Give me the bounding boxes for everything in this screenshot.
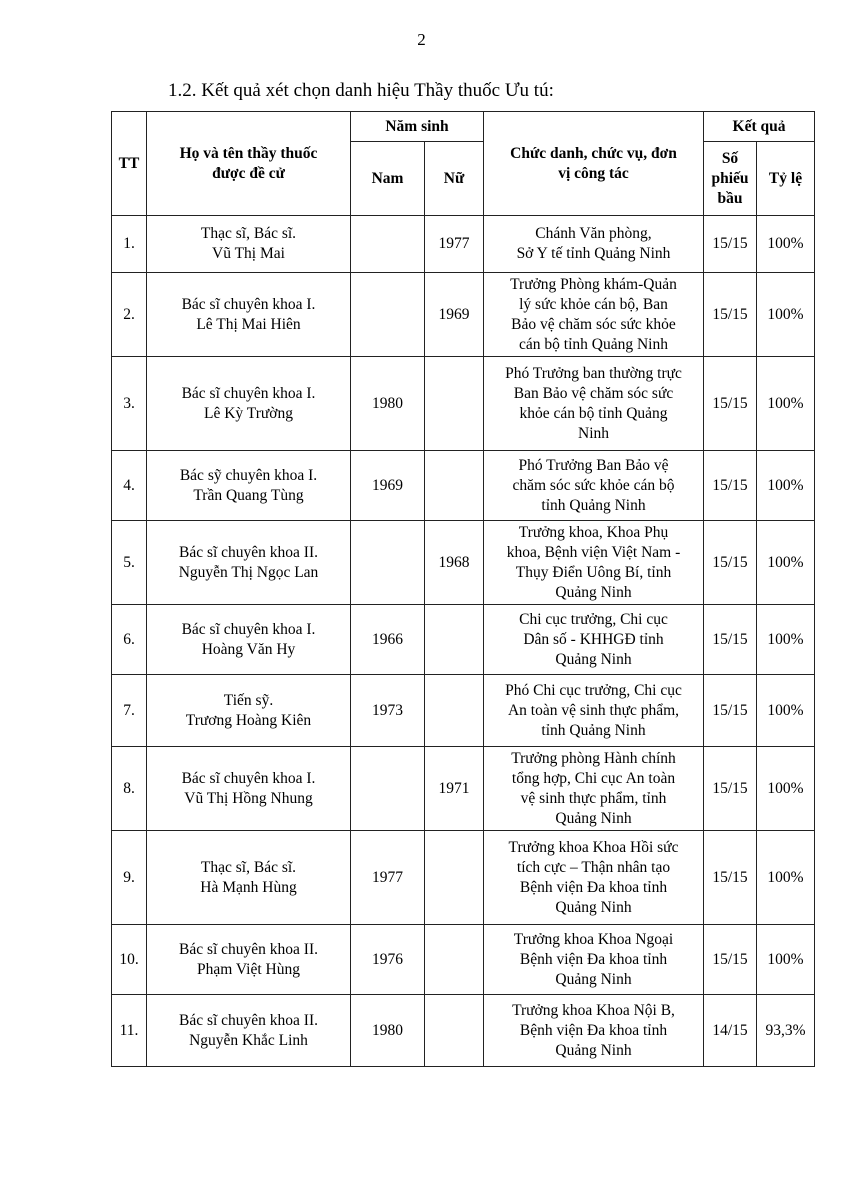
cell-female-year: 1977 bbox=[425, 216, 484, 273]
cell-male-year bbox=[351, 216, 425, 273]
cell-position bbox=[484, 995, 704, 1067]
cell-position-line: khoa, Bệnh viện Việt Nam - bbox=[506, 543, 681, 561]
header-position-line: Chức danh, chức vụ, đơn bbox=[510, 144, 677, 162]
table-row bbox=[112, 451, 815, 521]
cell-position-line: Bệnh viện Đa khoa tỉnh bbox=[519, 950, 668, 968]
cell-position-line: Quảng Ninh bbox=[555, 650, 632, 668]
cell-name-line: Thạc sĩ, Bác sĩ. bbox=[200, 225, 297, 242]
cell-name bbox=[147, 451, 351, 521]
cell-position-line: Quảng Ninh bbox=[555, 809, 632, 827]
cell-male-year bbox=[351, 273, 425, 357]
header-female: Nữ bbox=[425, 142, 484, 216]
cell-name-line: Bác sỹ chuyên khoa I. bbox=[179, 466, 318, 484]
cell-name-line: Thạc sĩ, Bác sĩ. bbox=[200, 858, 297, 876]
cell-rate: 100% bbox=[757, 925, 815, 995]
cell-rate: 100% bbox=[757, 273, 815, 357]
cell-female-year: 1969 bbox=[425, 273, 484, 357]
header-position-line: vị công tác bbox=[558, 164, 629, 182]
table-body bbox=[112, 216, 815, 1067]
cell-position-line: Quảng Ninh bbox=[555, 1041, 632, 1059]
cell-tt: 2. bbox=[112, 273, 147, 357]
header-name-line: Họ và tên thầy thuốc bbox=[179, 144, 318, 162]
cell-position-line: Phó Chi cục trưởng, Chi cục bbox=[505, 681, 682, 699]
cell-position bbox=[484, 451, 704, 521]
cell-name-line: Bác sĩ chuyên khoa I. bbox=[181, 620, 316, 638]
cell-male-year: 1973 bbox=[351, 675, 425, 747]
cell-position-line: tổng hợp, Chi cục An toàn bbox=[511, 769, 676, 787]
cell-position bbox=[484, 675, 704, 747]
cell-position bbox=[484, 216, 704, 273]
cell-name bbox=[147, 831, 351, 925]
cell-tt: 11. bbox=[112, 995, 147, 1067]
cell-name-line: Hà Mạnh Hùng bbox=[200, 878, 297, 896]
cell-name bbox=[147, 216, 351, 273]
cell-votes: 15/15 bbox=[704, 747, 757, 831]
header-rate: Tỷ lệ bbox=[757, 142, 815, 216]
table-row bbox=[112, 831, 815, 925]
cell-name-line: Bác sĩ chuyên khoa I. bbox=[181, 384, 316, 402]
cell-position-line: Bệnh viện Đa khoa tỉnh bbox=[519, 1021, 668, 1039]
cell-male-year: 1980 bbox=[351, 357, 425, 451]
cell-name bbox=[147, 357, 351, 451]
cell-female-year bbox=[425, 995, 484, 1067]
table-row bbox=[112, 995, 815, 1067]
header-tt: TT bbox=[112, 112, 147, 216]
cell-rate: 100% bbox=[757, 357, 815, 451]
cell-position-line: tỉnh Quảng Ninh bbox=[541, 721, 646, 739]
cell-position-line: tích cực – Thận nhân tạo bbox=[516, 858, 671, 876]
cell-name bbox=[147, 747, 351, 831]
cell-position bbox=[484, 925, 704, 995]
cell-male-year: 1976 bbox=[351, 925, 425, 995]
table-row bbox=[112, 216, 815, 273]
table-row bbox=[112, 675, 815, 747]
cell-tt: 6. bbox=[112, 605, 147, 675]
table-row bbox=[112, 357, 815, 451]
cell-male-year: 1977 bbox=[351, 831, 425, 925]
cell-name-line: Vũ Thị Mai bbox=[212, 245, 285, 262]
cell-rate: 100% bbox=[757, 216, 815, 273]
cell-rate: 100% bbox=[757, 521, 815, 605]
cell-votes: 15/15 bbox=[704, 216, 757, 273]
cell-name-line: Hoàng Văn Hy bbox=[201, 640, 296, 658]
cell-votes: 15/15 bbox=[704, 831, 757, 925]
cell-rate: 100% bbox=[757, 831, 815, 925]
cell-rate: 93,3% bbox=[757, 995, 815, 1067]
cell-name bbox=[147, 273, 351, 357]
cell-votes: 14/15 bbox=[704, 995, 757, 1067]
cell-tt: 3. bbox=[112, 357, 147, 451]
table-row bbox=[112, 273, 815, 357]
cell-rate: 100% bbox=[757, 675, 815, 747]
table-header bbox=[112, 112, 815, 216]
cell-rate: 100% bbox=[757, 605, 815, 675]
cell-position-line: lý sức khỏe cán bộ, Ban bbox=[519, 295, 668, 313]
cell-name-line: Lê Kỳ Trường bbox=[204, 404, 293, 422]
cell-name-line: Bác sĩ chuyên khoa II. bbox=[178, 940, 319, 958]
cell-name bbox=[147, 995, 351, 1067]
cell-position-line: Ban Bảo vệ chăm sóc sức bbox=[513, 384, 674, 402]
cell-position-line: Trưởng khoa Khoa Hồi sức bbox=[508, 838, 679, 856]
cell-votes: 15/15 bbox=[704, 273, 757, 357]
cell-tt: 9. bbox=[112, 831, 147, 925]
cell-tt: 10. bbox=[112, 925, 147, 995]
cell-position-line: An toàn vệ sinh thực phẩm, bbox=[507, 701, 680, 719]
cell-female-year bbox=[425, 605, 484, 675]
cell-male-year bbox=[351, 747, 425, 831]
cell-position-line: Phó Trưởng Ban Bảo vệ bbox=[518, 456, 669, 474]
cell-position-line: Trưởng Phòng khám-Quản bbox=[510, 275, 677, 293]
cell-female-year bbox=[425, 831, 484, 925]
cell-position-line: Quảng Ninh bbox=[555, 583, 632, 601]
section-title: 1.2. Kết quả xét chọn danh hiệu Thầy thuốc Ưu tú: bbox=[168, 80, 554, 101]
cell-tt: 7. bbox=[112, 675, 147, 747]
cell-name-line: Bác sĩ chuyên khoa I. bbox=[181, 295, 316, 313]
cell-female-year: 1971 bbox=[425, 747, 484, 831]
page-number: 2 bbox=[417, 30, 426, 49]
cell-male-year: 1969 bbox=[351, 451, 425, 521]
cell-rate: 100% bbox=[757, 747, 815, 831]
cell-position-line: Trưởng phòng Hành chính bbox=[511, 749, 676, 767]
cell-position-line: Ninh bbox=[578, 424, 609, 442]
cell-name-line: Bác sĩ chuyên khoa II. bbox=[178, 543, 319, 561]
cell-name-line: Lê Thị Mai Hiên bbox=[196, 315, 301, 333]
cell-position-line: Chi cục trưởng, Chi cục bbox=[519, 610, 668, 628]
cell-position bbox=[484, 605, 704, 675]
cell-position-line: Quảng Ninh bbox=[555, 970, 632, 988]
cell-position-line: Bệnh viện Đa khoa tỉnh bbox=[519, 878, 668, 896]
header-result: Kết quả bbox=[704, 112, 815, 142]
cell-position bbox=[484, 273, 704, 357]
cell-position-line: Sở Y tế tỉnh Quảng Ninh bbox=[516, 245, 671, 262]
cell-position-line: Phó Trưởng ban thường trực bbox=[505, 364, 682, 382]
table-row bbox=[112, 605, 815, 675]
cell-position-line: khỏe cán bộ tỉnh Quảng bbox=[519, 404, 668, 422]
cell-name bbox=[147, 605, 351, 675]
header-birth-year: Năm sinh bbox=[351, 112, 484, 142]
cell-female-year bbox=[425, 925, 484, 995]
header-votes bbox=[704, 142, 757, 216]
cell-position bbox=[484, 521, 704, 605]
cell-tt: 8. bbox=[112, 747, 147, 831]
cell-votes: 15/15 bbox=[704, 605, 757, 675]
header-votes-line: Số bbox=[721, 149, 739, 167]
cell-name-line: Nguyễn Khắc Linh bbox=[189, 1031, 308, 1049]
cell-name-line: Tiến sỹ. bbox=[223, 691, 274, 709]
table-row bbox=[112, 747, 815, 831]
cell-position-line: Dân số - KHHGĐ tỉnh bbox=[523, 630, 664, 648]
cell-tt: 1. bbox=[112, 216, 147, 273]
header-name-line: được đề cử bbox=[212, 164, 285, 182]
cell-name bbox=[147, 521, 351, 605]
cell-position bbox=[484, 747, 704, 831]
cell-votes: 15/15 bbox=[704, 451, 757, 521]
cell-position-line: Trưởng khoa, Khoa Phụ bbox=[518, 523, 669, 541]
cell-male-year bbox=[351, 521, 425, 605]
cell-votes: 15/15 bbox=[704, 357, 757, 451]
cell-name bbox=[147, 675, 351, 747]
cell-tt: 4. bbox=[112, 451, 147, 521]
cell-name-line: Trương Hoàng Kiên bbox=[185, 711, 312, 729]
header-name bbox=[147, 112, 351, 216]
cell-position-line: Quảng Ninh bbox=[555, 898, 632, 916]
cell-tt: 5. bbox=[112, 521, 147, 605]
cell-name-line: Nguyễn Thị Ngọc Lan bbox=[178, 563, 319, 581]
header-position bbox=[484, 112, 704, 216]
cell-male-year: 1966 bbox=[351, 605, 425, 675]
cell-name-line: Phạm Việt Hùng bbox=[197, 960, 300, 978]
cell-position-line: vệ sinh thực phẩm, tỉnh bbox=[520, 789, 667, 807]
header-male: Nam bbox=[351, 142, 425, 216]
cell-name-line: Trần Quang Tùng bbox=[193, 486, 304, 504]
cell-female-year bbox=[425, 357, 484, 451]
cell-position-line: Chánh Văn phòng, bbox=[535, 225, 652, 242]
cell-position-line: Trưởng khoa Khoa Ngoại bbox=[513, 930, 674, 948]
cell-female-year: 1968 bbox=[425, 521, 484, 605]
results-table bbox=[111, 111, 815, 1067]
header-votes-line: bầu bbox=[717, 189, 743, 207]
cell-position bbox=[484, 831, 704, 925]
cell-position-line: tỉnh Quảng Ninh bbox=[541, 496, 646, 514]
cell-position-line: chăm sóc sức khỏe cán bộ bbox=[512, 476, 675, 494]
header-votes-line: phiếu bbox=[711, 169, 749, 187]
cell-votes: 15/15 bbox=[704, 925, 757, 995]
table-row bbox=[112, 925, 815, 995]
cell-position-line: Trưởng khoa Khoa Nội B, bbox=[512, 1001, 675, 1019]
cell-position-line: Bảo vệ chăm sóc sức khỏe bbox=[511, 315, 676, 333]
cell-male-year: 1980 bbox=[351, 995, 425, 1067]
cell-female-year bbox=[425, 675, 484, 747]
cell-votes: 15/15 bbox=[704, 521, 757, 605]
cell-name-line: Bác sĩ chuyên khoa I. bbox=[181, 769, 316, 787]
cell-name bbox=[147, 925, 351, 995]
cell-position-line: cán bộ tỉnh Quảng Ninh bbox=[519, 335, 668, 353]
table-row bbox=[112, 521, 815, 605]
cell-name-line: Bác sĩ chuyên khoa II. bbox=[178, 1011, 319, 1029]
cell-name-line: Vũ Thị Hồng Nhung bbox=[184, 789, 313, 807]
cell-votes: 15/15 bbox=[704, 675, 757, 747]
cell-position bbox=[484, 357, 704, 451]
cell-rate: 100% bbox=[757, 451, 815, 521]
cell-position-line: Thụy Điển Uông Bí, tỉnh bbox=[515, 563, 672, 581]
cell-female-year bbox=[425, 451, 484, 521]
